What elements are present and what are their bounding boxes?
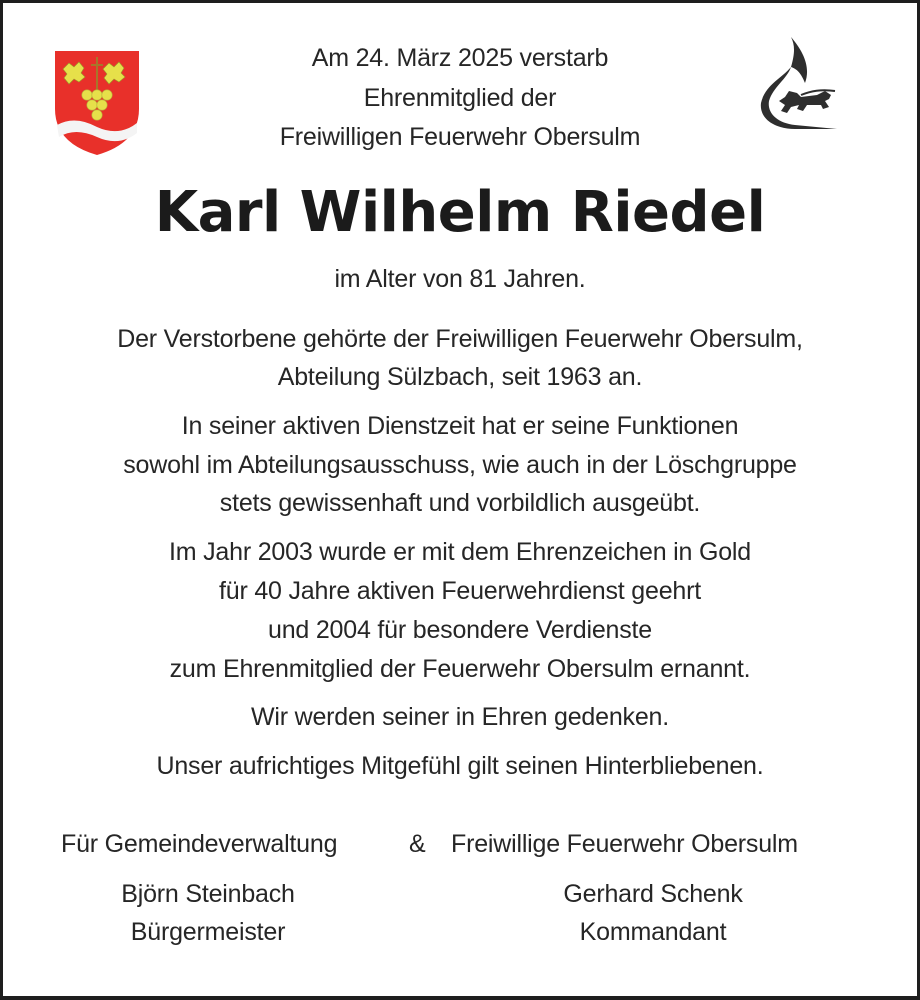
intro-line-death-date: Am 24. März 2025 verstarb [311,44,609,72]
paragraph3-line3: und 2004 für besondere Verdienste [268,616,652,644]
paragraph2-line3: stets gewissenhaft und vorbildlich ausgeübt. [219,489,701,517]
paragraph2-line2: sowohl im Abteilungsausschuss, wie auch in der Löschgruppe [123,451,797,479]
age-line: im Alter von 81 Jahren. [334,265,586,293]
signature-left-name: Björn Steinbach [121,880,295,908]
paragraph1-line2: Abteilung Sülzbach, seit 1963 an. [277,363,643,391]
signature-left-organization: Für Gemeindeverwaltung [61,830,338,858]
deceased-name: Karl Wilhelm Riedel [154,180,766,245]
signature-separator: & [409,830,426,858]
intro-line-organization: Freiwilligen Feuerwehr Obersulm [279,123,641,151]
paragraph2-line1: In seiner aktiven Dienstzeit hat er seine Funktionen [181,412,739,440]
remembrance-line: Wir werden seiner in Ehren gedenken. [250,703,670,731]
signature-right-name: Gerhard Schenk [563,880,743,908]
intro-line-honorary-member: Ehrenmitglied der [363,84,557,112]
condolence-line: Unser aufrichtiges Mitgefühl gilt seinen Hinterbliebenen. [156,752,764,780]
signature-right-organization: Freiwillige Feuerwehr Obersulm [451,830,798,858]
paragraph3-line4: zum Ehrenmitglied der Feuerwehr Obersulm ernannt. [169,655,751,683]
paragraph1-line1: Der Verstorbene gehörte der Freiwilligen Feuerwehr Obersulm, [117,325,803,353]
signature-left-title: Bürgermeister [130,918,286,946]
paragraph3-line1: Im Jahr 2003 wurde er mit dem Ehrenzeichen in Gold [169,538,751,566]
signature-right-title: Kommandant [579,918,727,946]
paragraph3-line2: für 40 Jahre aktiven Feuerwehrdienst geehrt [219,577,701,605]
